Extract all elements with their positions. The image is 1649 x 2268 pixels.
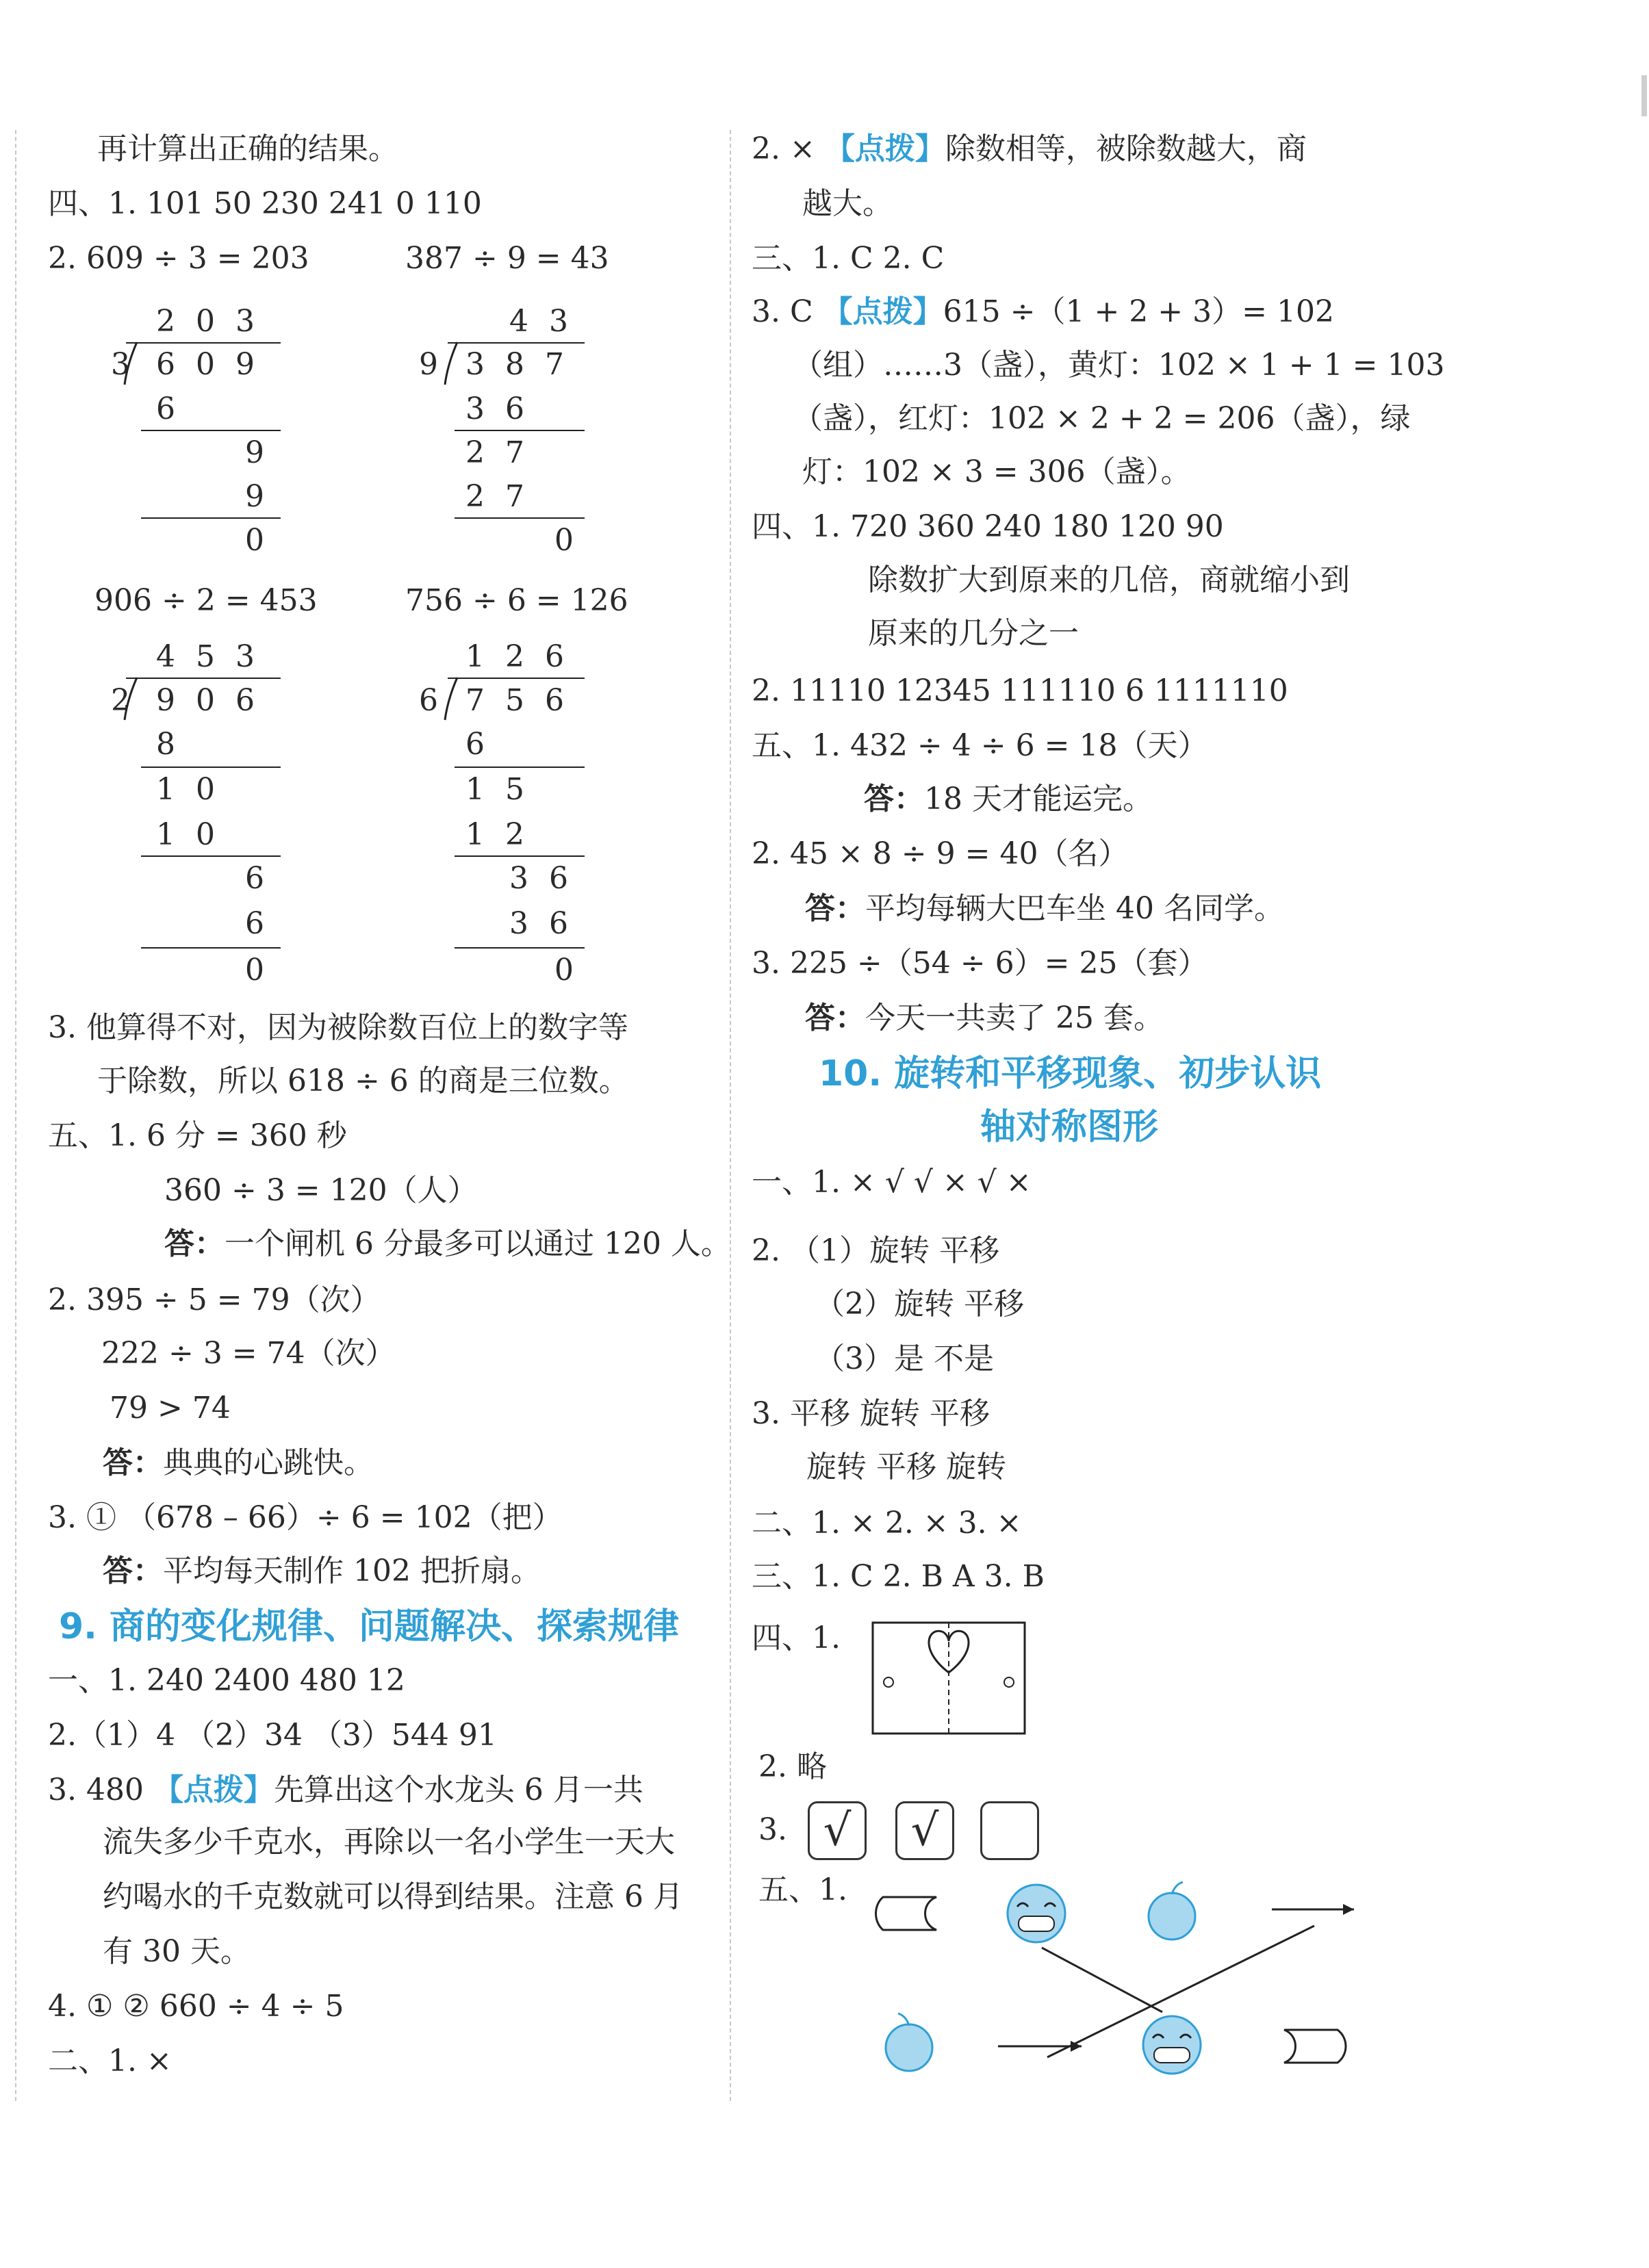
answer-line: 2. 略 [758, 1749, 827, 1784]
hint-label: 【点拨】 [824, 131, 945, 166]
text-line: （盏），红灯：102 × 2 + 2 = 206（盏），绿 [793, 401, 1411, 436]
answer-label: 四、1. [752, 1621, 841, 1655]
half-moon-shape [876, 1897, 937, 1930]
answer-line: 三、1. C 2. B A 3. B [752, 1559, 1045, 1594]
text-line: 3. 480 【点拨】先算出这个水龙头 6 月一共 [48, 1773, 643, 1807]
equation: 756 ÷ 6 = 126 [405, 583, 628, 618]
text-line: 越大。 [802, 186, 893, 221]
answer-line: 3. 平移 旋转 平移 [752, 1396, 990, 1431]
division-bracket [442, 341, 463, 386]
section-title-10: 10. 旋转和平移现象、初步认识 [819, 1053, 1322, 1094]
answer-line: 2. （1）旋转 平移 [752, 1233, 999, 1268]
answer-line: 4. ① ② 660 ÷ 4 ÷ 5 [48, 1989, 344, 2024]
answer-line: 一、1. 240 2400 480 12 [48, 1663, 405, 1698]
answer-line: 旋转 平移 旋转 [806, 1449, 1006, 1484]
division-bracket [122, 341, 142, 386]
answer-line: 答：平均每天制作 102 把折扇。 [103, 1554, 541, 1588]
column-divider [730, 130, 731, 2101]
text-line: 3. C 【点拨】615 ÷（1 + 2 + 3）= 102 [752, 294, 1334, 329]
equation: 2. 395 ÷ 5 = 79（次） [48, 1283, 381, 1317]
text-line: 除数扩大到原来的几倍，商就缩小到 [868, 563, 1350, 597]
text-line: 3. 他算得不对，因为被除数百位上的数字等 [48, 1010, 628, 1045]
text-line: 有 30 天。 [103, 1934, 251, 1969]
text-line: 2. × 【点拨】除数相等，被除数越大，商 [752, 131, 1307, 166]
equation: 360 ÷ 3 = 120（人） [164, 1173, 478, 1208]
answer-label: 五、1. [758, 1872, 847, 1907]
answer-line: 四、1. 101 50 230 241 0 110 [48, 186, 482, 221]
equation: 五、1. 432 ÷ 4 ÷ 6 = 18（天） [752, 728, 1208, 763]
answer-line: 答：一个闸机 6 分最多可以通过 120 人。 [164, 1226, 731, 1261]
answer-line: 二、1. × [48, 2044, 172, 2078]
answer-line: （2）旋转 平移 [815, 1287, 1024, 1322]
text-line: 原来的几分之一 [868, 616, 1079, 651]
check-icon: √ [910, 1805, 939, 1856]
answer-line: 答：平均每辆大巴车坐 40 名同学。 [805, 891, 1284, 926]
hint-label: 【点拨】 [822, 294, 943, 329]
answer-line: 一、1. × √ √ × √ × [752, 1165, 1032, 1200]
answer-box-empty [980, 1801, 1039, 1860]
smiley-face-icon [1143, 2016, 1201, 2074]
edge-mark [1641, 75, 1647, 116]
equation: 3. ① （678 – 66）÷ 6 = 102（把） [48, 1500, 563, 1535]
answer-line: 答：18 天才能运完。 [864, 782, 1153, 816]
text-line: 灯：102 × 3 = 306（盏）。 [802, 454, 1191, 489]
check-icon: √ [823, 1805, 852, 1856]
apple-icon [1149, 1882, 1195, 1940]
equation: 79 > 74 [110, 1391, 231, 1426]
text-line: 流失多少千克水，再除以一名小学生一天大 [103, 1825, 675, 1859]
equation: 2. 609 ÷ 3 = 203 [48, 241, 309, 276]
equation: 387 ÷ 9 = 43 [405, 241, 609, 276]
text-line: 于除数，所以 618 ÷ 6 的商是三位数。 [97, 1064, 629, 1098]
section-title-10-cont: 轴对称图形 [980, 1107, 1159, 1148]
text-line: 约喝水的千克数就可以得到结果。注意 6 月 [103, 1879, 683, 1914]
text-line: 再计算出正确的结果。 [97, 131, 398, 166]
arrow-right-icon [1343, 1904, 1354, 1915]
equation: 2. 45 × 8 ÷ 9 = 40（名） [752, 836, 1129, 871]
division-bracket [442, 676, 463, 721]
answer-line: （3）是 不是 [815, 1341, 994, 1376]
half-moon-shape [1284, 2030, 1346, 2063]
heart-fold-figure [871, 1621, 1028, 1737]
answer-line: 二、1. × 2. × 3. × [752, 1506, 1022, 1541]
answer-box-checked [895, 1801, 954, 1860]
equation: 906 ÷ 2 = 453 [94, 583, 318, 618]
left-margin-line [15, 130, 16, 2101]
smiley-face-icon [1008, 1885, 1065, 1942]
answer-line: 四、1. 720 360 240 180 120 90 [752, 509, 1224, 544]
answer-line: 2.（1）4 （2）34 （3）544 91 [48, 1718, 497, 1753]
equation: 222 ÷ 3 = 74（次） [101, 1336, 396, 1371]
equation: 3. 225 ÷（54 ÷ 6）= 25（套） [752, 946, 1208, 981]
answer-line: 答：典典的心跳快。 [103, 1445, 374, 1480]
answer-line: 2. 11110 12345 111110 6 1111110 [752, 673, 1288, 708]
answer-label: 3. [758, 1812, 787, 1847]
answer-box-checked [808, 1801, 867, 1860]
division-bracket [122, 676, 142, 721]
text-line: 五、1. 6 分 = 360 秒 [48, 1118, 347, 1153]
matching-figure [862, 1861, 1369, 2094]
answer-line: 答：今天一共卖了 25 套。 [805, 1001, 1164, 1035]
apple-icon [886, 2013, 932, 2071]
text-line: （组）……3（盏），黄灯：102 × 1 + 1 = 103 [793, 348, 1445, 383]
hint-label: 【点拨】 [153, 1773, 274, 1807]
section-title-9: 9. 商的变化规律、问题解决、探索规律 [59, 1606, 680, 1647]
answer-line: 三、1. C 2. C [752, 241, 945, 276]
